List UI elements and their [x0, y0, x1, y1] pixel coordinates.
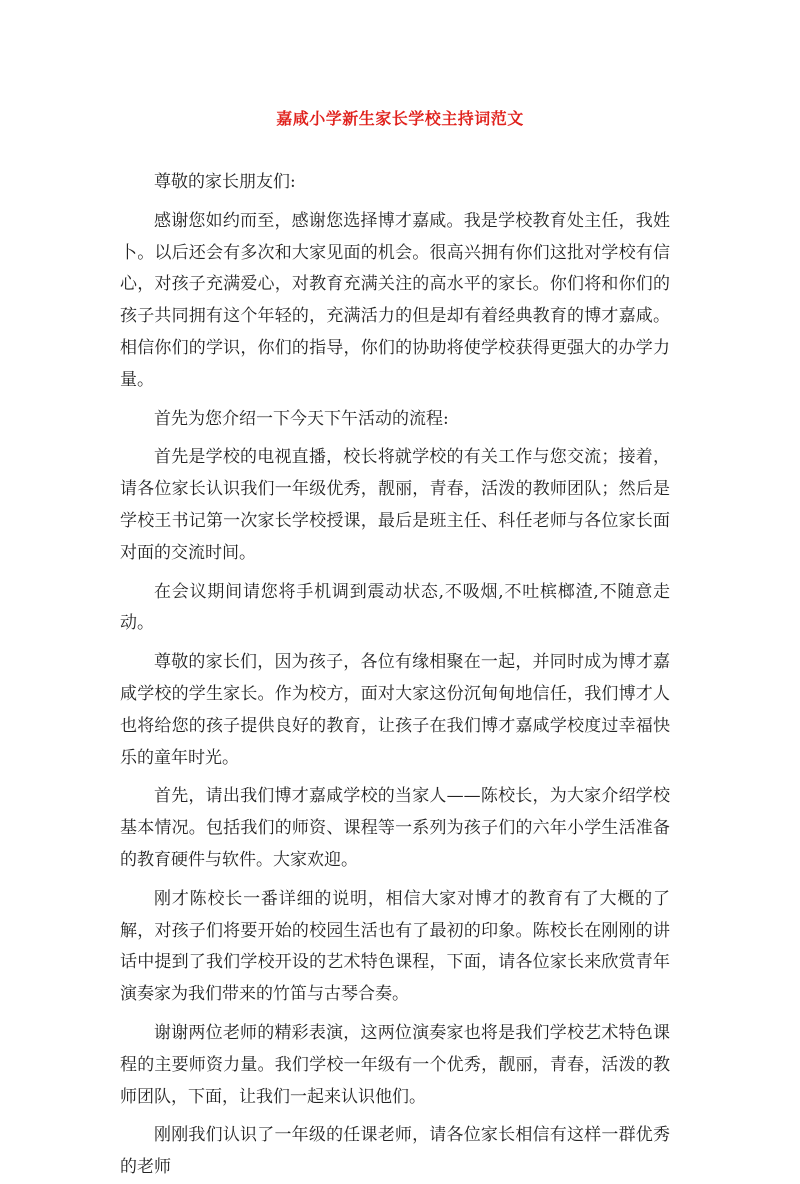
paragraph-parents: 尊敬的家长们，因为孩子，各位有缘相聚在一起，并同时成为博才嘉咸学校的学生家长。作为校方，面对大家这份沉甸甸地信任，我们博才人也将给您的孩子提供良好的教育，让孩子在我们博才嘉咸学校度过幸福快乐的童年时光。 — [120, 652, 670, 768]
paragraph-agenda: 首先是学校的电视直播，校长将就学校的有关工作与您交流；接着，请各位家长认识我们一年级优秀，靓丽，青春，活泼的教师团队；然后是学校王书记第一次家长学校授课，最后是班主任、科任老师与各位家长面对面的交流时间。 — [120, 447, 670, 563]
document-body — [120, 167, 670, 1184]
paragraph-principal-intro: 首先，请出我们博才嘉咸学校的当家人——陈校长，为大家介绍学校基本情况。包括我们的师资、课程等一系列为孩子们的六年小学生活准备的教育硬件与软件。大家欢迎。 — [120, 786, 670, 870]
paragraph-greeting: 尊敬的家长朋友们: — [154, 172, 296, 192]
paragraph-performance: 刚才陈校长一番详细的说明，相信大家对博才的教育有了大概的了解，对孩子们将要开始的校园生活也有了最初的印象。陈校长在刚刚的讲话中提到了我们学校开设的艺术特色课程，下面，请各位家长来欣赏青年演奏家为我们带来的竹笛与古琴合奏。 — [120, 888, 670, 1005]
document-title: 嘉咸小学新生家长学校主持词范文 — [276, 109, 524, 128]
paragraph-rules: 在会议期间请您将手机调到震动状态,不吸烟,不吐槟榔渣,不随意走动。 — [120, 581, 670, 634]
paragraph-closing: 刚刚我们认识了一年级的任课老师，请各位家长相信有这样一群优秀的老师 — [120, 1125, 670, 1178]
paragraph-welcome: 感谢您如约而至，感谢您选择博才嘉咸。我是学校教育处主任，我姓卜。以后还会有多次和大家见面的机会。很高兴拥有你们这批对学校有信心，对孩子充满爱心，对教育充满关注的高水平的家长。你们将和你们的孩子共同拥有这个年轻的，充满活力的但是却有着经典教育的博才嘉咸。相信你们的学识，你们的指导，你们的协助将使学校获得更强大的办学力量。 — [120, 210, 670, 390]
paragraph-teachers: 谢谢两位老师的精彩表演，这两位演奏家也将是我们学校艺术特色课程的主要师资力量。我们学校一年级有一个优秀，靓丽，青春，活泼的教师团队，下面，让我们一起来认识他们。 — [120, 1022, 670, 1107]
paragraph-agenda-intro: 首先为您介绍一下今天下午活动的流程: — [154, 408, 449, 429]
